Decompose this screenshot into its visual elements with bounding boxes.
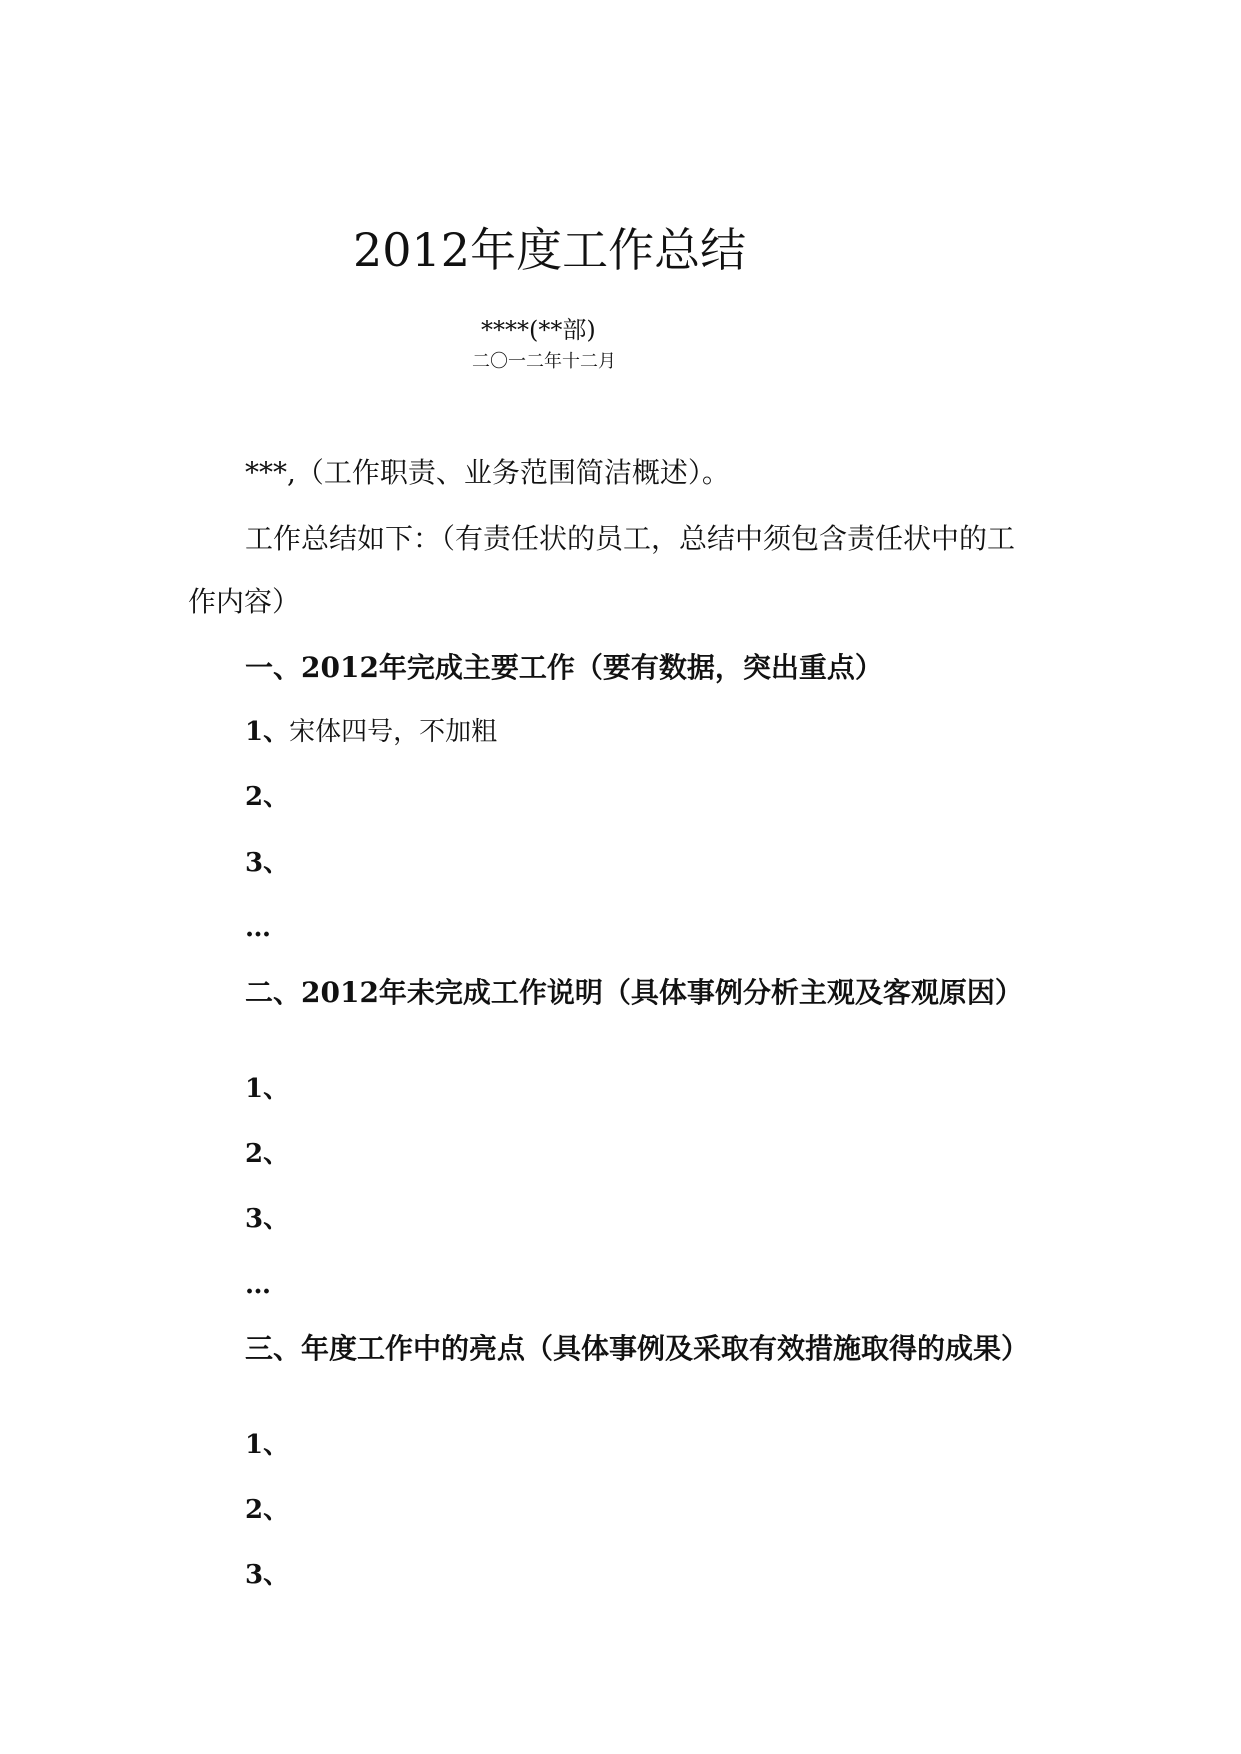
list-item bbox=[245, 1072, 289, 1106]
list-item-number: 2、 bbox=[245, 1495, 290, 1525]
intro-paragraph: ***,（工作职责、业务范围简洁概述）。 bbox=[245, 456, 730, 489]
list-item bbox=[245, 715, 497, 749]
list-item bbox=[245, 1428, 289, 1462]
list-item bbox=[245, 846, 289, 880]
list-item bbox=[245, 1558, 289, 1592]
list-item bbox=[245, 1137, 289, 1171]
summary-paragraph-line-2: 作内容） bbox=[188, 585, 301, 618]
date-line: 二〇一二年十二月 bbox=[472, 351, 616, 372]
list-item-number: 3、 bbox=[245, 1204, 290, 1234]
list-item-ellipsis: … bbox=[245, 1270, 271, 1300]
section-heading-2: 二、2012年未完成工作说明（具体事例分析主观及客观原因） bbox=[245, 976, 1023, 1009]
list-item-ellipsis: … bbox=[245, 913, 271, 943]
list-item-number: 1、 bbox=[245, 1074, 290, 1104]
list-item-number: 3、 bbox=[245, 848, 290, 878]
list-item bbox=[245, 1493, 289, 1527]
list-item-text: 宋体四号，不加粗 bbox=[289, 717, 498, 747]
list-item-number: 2、 bbox=[245, 782, 290, 812]
list-item bbox=[245, 1202, 289, 1236]
list-item-number: 1、 bbox=[245, 717, 290, 747]
section-heading-3: 三、年度工作中的亮点（具体事例及采取有效措施取得的成果） bbox=[245, 1332, 1030, 1365]
document-title: 2012年度工作总结 bbox=[353, 223, 747, 277]
list-item-number: 3、 bbox=[245, 1560, 290, 1590]
list-item bbox=[245, 911, 271, 945]
department-line: ****(**部) bbox=[481, 316, 596, 344]
list-item-number: 1、 bbox=[245, 1430, 290, 1460]
section-heading-1: 一、2012年完成主要工作（要有数据，突出重点） bbox=[245, 651, 883, 684]
summary-paragraph-line-1: 工作总结如下：（有责任状的员工，总结中须包含责任状中的工 bbox=[245, 522, 1016, 555]
list-item bbox=[245, 780, 289, 814]
list-item-number: 2、 bbox=[245, 1139, 290, 1169]
list-item bbox=[245, 1268, 271, 1302]
